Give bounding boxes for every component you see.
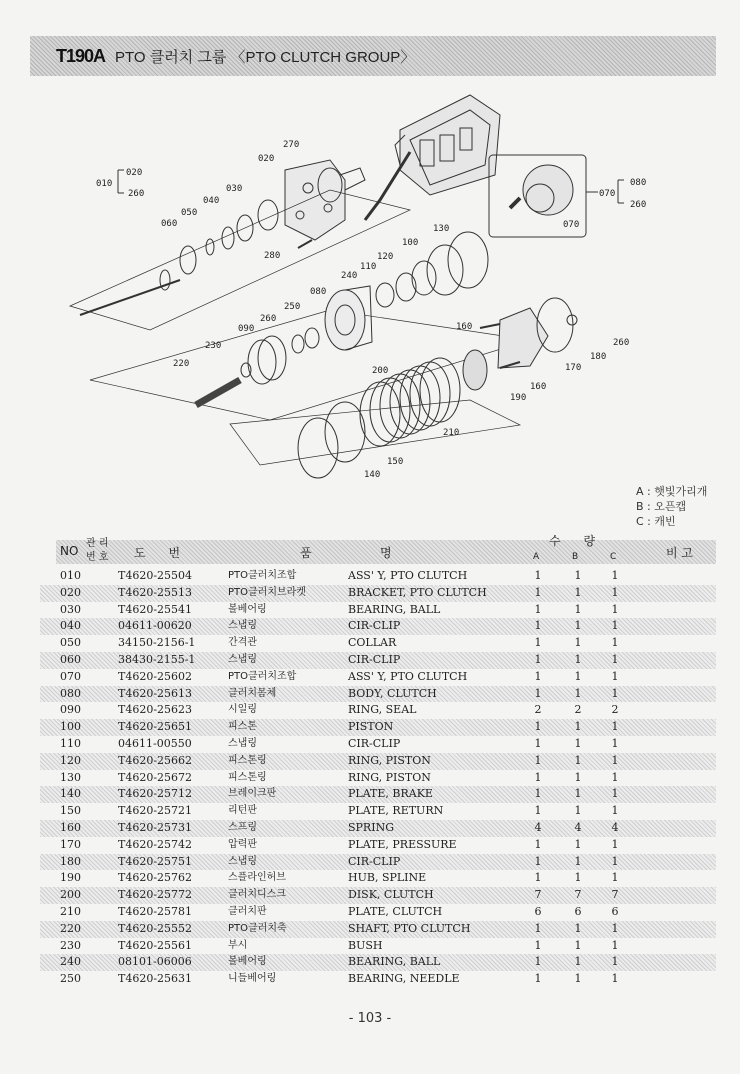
callout-label: 260 [260,314,277,324]
row-name-en: SHAFT, PTO CLUTCH [348,921,471,935]
callout-label: 020 [126,168,143,178]
row-part-number: T4620-25721 [118,804,193,818]
callout-label: 160 [530,382,547,392]
callout-label: 080 [310,287,327,297]
table-row [40,837,716,854]
row-part-number: T4620-25561 [118,938,193,952]
row-qty-a: 1 [534,921,542,935]
row-part-number: T4620-25781 [118,904,193,918]
row-qty-a: 4 [534,820,542,834]
row-part-number: T4620-25541 [118,602,193,616]
row-name-kr: 부시 [228,939,248,951]
row-no: 180 [60,854,81,868]
row-no: 190 [60,871,81,885]
row-name-kr: PTO클러치조합 [228,570,297,581]
row-name-en: PLATE, CLUTCH [348,904,443,918]
table-row [40,887,716,904]
row-name-en: RING, PISTON [348,770,431,784]
callout-label: 270 [283,140,300,150]
row-part-number: T4620-25672 [118,770,193,784]
row-no: 210 [60,904,81,918]
callout-label: 260 [630,200,647,210]
callout-label: 200 [372,366,389,376]
row-no: 010 [60,569,81,582]
row-name-kr: 간격관 [228,637,257,649]
row-qty-c: 1 [611,804,619,818]
callout-label: 140 [364,470,381,480]
row-qty-b: 1 [574,972,582,986]
row-name-en: PLATE, PRESSURE [348,837,457,851]
row-qty-c: 1 [611,619,619,633]
row-qty-b: 7 [574,888,582,902]
table-row [40,971,716,988]
row-qty-b: 1 [574,686,582,700]
exploded-parts-diagram [0,80,740,490]
row-qty-c: 7 [611,888,619,902]
row-part-number: T4620-25731 [118,820,193,834]
row-name-en: CIR-CLIP [348,619,401,633]
row-name-en: RING, SEAL [348,703,417,717]
row-name-en: PLATE, BRAKE [348,787,433,801]
row-qty-c: 1 [611,652,619,666]
row-name-kr: 클러치몸체 [228,687,277,699]
row-qty-b: 1 [574,753,582,767]
row-part-number: T4620-25504 [118,569,193,582]
row-qty-a: 1 [534,837,542,851]
callout-label: 070 [563,220,580,230]
row-name-en: COLLAR [348,636,397,650]
row-part-number: 04611-00620 [118,619,192,633]
row-name-en: CIR-CLIP [348,736,401,750]
row-qty-a: 1 [534,720,542,734]
row-name-kr: 스냅링 [228,855,257,867]
table-row [40,904,716,921]
table-row [40,820,716,837]
row-qty-c: 4 [611,820,619,834]
row-name-kr: 리턴판 [228,805,257,817]
table-row [40,786,716,803]
callout-label: 110 [360,262,377,272]
callout-label: 160 [456,322,473,332]
row-name-kr: 스냅링 [228,620,257,632]
row-part-number: 34150-2156-1 [118,636,196,650]
table-header [40,532,716,568]
row-name-kr: 니들베어링 [228,973,277,985]
row-no: 200 [60,888,81,902]
parts-table [40,568,716,988]
row-qty-c: 6 [611,904,619,918]
row-part-number: T4620-25762 [118,871,193,885]
row-qty-a: 1 [534,972,542,986]
row-no: 030 [60,602,81,616]
row-no: 120 [60,753,81,767]
row-qty-b: 1 [574,921,582,935]
col-qty-c: C [610,552,617,562]
row-no: 140 [60,787,81,801]
row-qty-b: 1 [574,787,582,801]
row-qty-a: 1 [534,770,542,784]
row-no: 080 [60,686,81,700]
callout-label: 010 [96,179,113,189]
row-qty-a: 1 [534,569,542,582]
row-qty-b: 1 [574,652,582,666]
row-qty-c: 1 [611,938,619,952]
row-name-en: BEARING, BALL [348,602,441,616]
callout-label: 150 [387,457,404,467]
col-mgmt-bottom: 번 호 [86,552,109,563]
legend-item: B : 오픈캡 [636,500,687,513]
row-name-kr: 스냅링 [228,653,257,665]
row-qty-a: 1 [534,686,542,700]
row-qty-a: 1 [534,787,542,801]
row-qty-b: 1 [574,636,582,650]
callout-label: 260 [128,189,145,199]
row-name-en: RING, PISTON [348,753,431,767]
row-name-kr: 피스톤링 [228,771,267,783]
row-no: 110 [60,736,81,750]
col-mgmt-top: 관 리 [86,538,109,549]
row-qty-a: 1 [534,669,542,683]
row-qty-c: 1 [611,921,619,935]
callout-label: 130 [433,224,450,234]
row-qty-c: 1 [611,720,619,734]
row-name-kr: 스프링 [228,821,257,833]
row-no: 040 [60,619,81,633]
table-row [40,585,716,602]
row-no: 060 [60,652,81,666]
row-part-number: T4620-25712 [118,787,193,801]
callout-label: 240 [341,271,358,281]
row-no: 220 [60,921,81,935]
row-qty-a: 1 [534,585,542,599]
callout-label: 190 [510,393,527,403]
row-qty-b: 1 [574,619,582,633]
table-row [40,803,716,820]
callout-label: 030 [226,184,243,194]
row-part-number: 38430-2155-1 [118,652,196,666]
row-name-kr: PTO클러치축 [228,922,287,934]
row-name-kr: 피스톤 [228,721,257,733]
row-part-number: T4620-25662 [118,753,193,767]
callout-label: 250 [284,302,301,312]
table-row [40,652,716,669]
row-no: 240 [60,955,81,969]
row-part-number: T4620-25651 [118,720,193,734]
table-row [40,938,716,955]
callout-label: 080 [630,178,647,188]
row-name-kr: 시일링 [228,704,257,716]
col-no: NO [60,544,79,558]
row-name-en: BUSH [348,938,383,952]
row-qty-b: 1 [574,837,582,851]
callout-label: 170 [565,363,582,373]
row-name-kr: 스냅링 [228,737,257,749]
legend [636,484,707,529]
row-no: 130 [60,770,81,784]
table-row [40,702,716,719]
legend-item: C : 캐빈 [636,515,676,528]
row-qty-c: 1 [611,955,619,969]
callout-label: 260 [613,338,630,348]
model-name: T190A [56,45,106,66]
row-qty-b: 1 [574,955,582,969]
row-part-number: T4620-25742 [118,837,193,851]
row-name-en: BEARING, BALL [348,955,441,969]
group-title: PTO 클러치 그룹 〈PTO CLUTCH GROUP〉 [115,48,416,66]
row-qty-c: 1 [611,602,619,616]
row-name-en: ASS' Y, PTO CLUTCH [348,569,468,582]
table-row [40,854,716,871]
callout-label: 210 [443,428,460,438]
row-part-number: T4620-25631 [118,972,193,986]
row-qty-c: 1 [611,585,619,599]
row-qty-b: 1 [574,938,582,952]
row-part-number: 08101-06006 [118,955,192,969]
row-part-number: T4620-25613 [118,686,193,700]
col-name-kr: 품 [300,546,312,560]
table-row [40,736,716,753]
table-row [40,770,716,787]
row-qty-a: 1 [534,871,542,885]
row-no: 050 [60,636,81,650]
table-row [40,618,716,635]
callout-label: 070 [599,189,616,199]
row-name-en: CIR-CLIP [348,652,401,666]
callout-label: 090 [238,324,255,334]
row-qty-c: 2 [611,703,619,717]
row-qty-c: 1 [611,753,619,767]
row-qty-b: 1 [574,720,582,734]
col-qty-a: A [533,552,540,562]
row-part-number: T4620-25513 [118,585,193,599]
row-qty-c: 1 [611,787,619,801]
col-drawing-number: 도 번 [134,546,181,560]
row-qty-b: 4 [574,820,582,834]
callout-label: 120 [377,252,394,262]
row-qty-b: 1 [574,804,582,818]
callout-label: 060 [161,219,178,229]
table-row [40,669,716,686]
row-no: 100 [60,720,81,734]
row-qty-a: 1 [534,753,542,767]
row-qty-b: 1 [574,871,582,885]
row-qty-a: 2 [534,703,542,717]
col-quantity: 수 량 [549,534,596,548]
row-name-kr: 스플라인허브 [228,872,286,884]
row-qty-c: 1 [611,569,619,582]
table-row [40,635,716,652]
row-qty-c: 1 [611,871,619,885]
callout-label: 220 [173,359,190,369]
col-remarks: 비 고 [666,546,693,560]
row-name-kr: 클러치판 [228,905,267,917]
row-name-kr: 압력판 [228,838,257,850]
callout-label: 050 [181,208,198,218]
callout-label: 280 [264,251,281,261]
row-qty-a: 1 [534,736,542,750]
row-name-en: DISK, CLUTCH [348,888,434,902]
page-number: - 103 - [348,1011,392,1026]
row-qty-a: 6 [534,904,542,918]
row-qty-c: 1 [611,686,619,700]
row-qty-a: 1 [534,955,542,969]
row-qty-b: 1 [574,585,582,599]
row-qty-c: 1 [611,636,619,650]
row-qty-b: 1 [574,736,582,750]
row-part-number: T4620-25552 [118,921,193,935]
callout-label: 230 [205,341,222,351]
legend-item: A : 햇빛가리개 [636,485,708,498]
table-row [40,602,716,619]
row-no: 150 [60,804,81,818]
row-no: 230 [60,938,81,952]
col-qty-b: B [572,552,579,562]
row-qty-b: 1 [574,669,582,683]
row-qty-a: 1 [534,804,542,818]
row-part-number: T4620-25751 [118,854,193,868]
row-qty-c: 1 [611,837,619,851]
row-no: 250 [60,972,81,986]
transmission-housing-drawing [365,95,500,220]
row-part-number: T4620-25602 [118,669,193,683]
row-qty-b: 1 [574,854,582,868]
bracket-drawing [285,160,365,240]
callout-label: 040 [203,196,220,206]
row-qty-c: 1 [611,770,619,784]
row-name-kr: 피스톤링 [228,754,267,766]
row-name-kr: 볼베어링 [228,603,267,615]
row-qty-c: 1 [611,669,619,683]
title-bar [30,36,716,76]
row-no: 160 [60,820,81,834]
row-name-en: BRACKET, PTO CLUTCH [348,585,487,599]
row-name-kr: 클러치디스크 [228,889,286,901]
table-row [40,954,716,971]
row-name-en: SPRING [348,820,394,834]
table-row [40,719,716,736]
callout-label: 020 [258,154,275,164]
row-part-number: 04611-00550 [118,736,192,750]
row-name-en: PLATE, RETURN [348,804,444,818]
row-part-number: T4620-25623 [118,703,193,717]
table-row [40,686,716,703]
table-row [40,753,716,770]
row-no: 020 [60,585,81,599]
table-row [40,870,716,887]
row-name-kr: 볼베어링 [228,956,267,968]
table-row [40,568,716,585]
row-qty-a: 1 [534,602,542,616]
row-qty-b: 1 [574,770,582,784]
row-name-en: PISTON [348,720,394,734]
row-no: 170 [60,837,81,851]
row-name-kr: 브레이크판 [228,788,277,800]
row-part-number: T4620-25772 [118,888,193,902]
row-qty-b: 1 [574,602,582,616]
row-name-en: ASS' Y, PTO CLUTCH [348,669,468,683]
row-qty-b: 2 [574,703,582,717]
row-qty-b: 1 [574,569,582,582]
row-no: 070 [60,669,81,683]
row-qty-a: 1 [534,854,542,868]
row-qty-b: 6 [574,904,582,918]
row-qty-c: 1 [611,972,619,986]
row-qty-a: 7 [534,888,542,902]
row-name-en: CIR-CLIP [348,854,401,868]
row-qty-c: 1 [611,736,619,750]
row-name-en: HUB, SPLINE [348,871,427,885]
row-qty-a: 1 [534,619,542,633]
row-name-en: BEARING, NEEDLE [348,972,460,986]
row-no: 090 [60,703,81,717]
col-name-en: 명 [380,546,392,560]
callout-label: 180 [590,352,607,362]
row-qty-c: 1 [611,854,619,868]
callout-label: 100 [402,238,419,248]
row-qty-a: 1 [534,652,542,666]
row-name-kr: PTO클러치조합 [228,670,297,682]
row-name-kr: PTO클러치브라켓 [228,586,306,598]
row-name-en: BODY, CLUTCH [348,686,437,700]
row-qty-a: 1 [534,636,542,650]
row-qty-a: 1 [534,938,542,952]
table-row [40,921,716,938]
